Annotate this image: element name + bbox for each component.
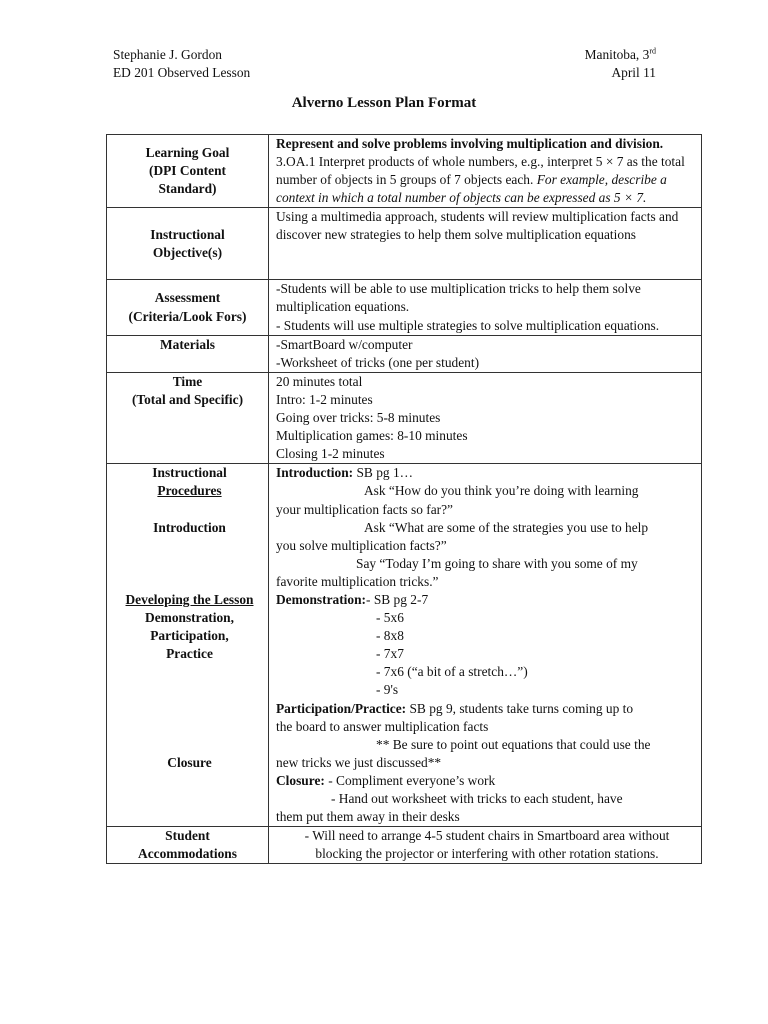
materials-content: -SmartBoard w/computer -Worksheet of tricks (one per student) [269,335,702,372]
lesson-plan-table [106,134,702,864]
table-row-assessment [107,280,702,335]
procedures-content: Introduction: SB pg 1… Ask “How do you think you’re doing with learning your multiplication facts so far?” Ask “What are some of the strategies you use to help you solve multiplication facts?” Say “Today I’m going to share with you some of my favorite multiplication tricks.” Demonstration:- SB pg 2-7 - 5x6 - 8x8 - 7x7 - 7x6 (“a bit of a stretch…”) - 9's Participation/Practice: SB pg 9, students take turns coming up to the board to answer multiplication facts ** Be sure to point out equations that could use the new tricks we just discussed** Closure: - Compliment everyone’s work - Hand out worksheet with tricks to each student, have them put them away in their desks [269,464,702,827]
learning-goal-text: 3.OA.1 Interpret products of whole numbers, e.g., interpret 5 × 7 as the total number of objects in 5 groups of 7 objects each. For example, describe a context in which a total number of objects can be expressed as 5 × 7. [276,154,685,206]
intro-label: Introduction [153,519,226,535]
objective-label: Instructional Objective(s) [107,208,269,280]
table-row-objective [107,208,702,280]
accommodations-content: - Will need to arrange 4-5 student chairs in Smartboard area without blocking the projector or interfering with other rotation stations. [269,827,702,864]
assessment-content: -Students will be able to use multiplication tricks to help them solve multiplication equations. - Students will use multiple strategies to solve multiplication equations. [269,280,702,335]
learning-goal-label: Learning Goal (DPI Content Standard) [107,135,269,208]
time-label: Time (Total and Specific) [107,372,269,463]
developing-label: Developing the Lesson [125,591,254,607]
document-header [113,46,656,82]
table-row-procedures [107,464,702,827]
closure-label: Closure [167,754,212,770]
course-name: ED 201 Observed Lesson [113,65,251,80]
materials-label: Materials [107,335,269,372]
table-row-materials [107,335,702,372]
page-title: Alverno Lesson Plan Format [291,95,477,111]
author-name: Stephanie J. Gordon [113,47,222,62]
objective-content: Using a multimedia approach, students will review multiplication facts and discover new strategies to help them solve multiplication equations [269,208,702,280]
location: Manitoba, 3rd [584,46,656,62]
table-row-accommodations [107,827,702,864]
table-row-time [107,372,702,463]
procedures-label: Instructional Procedures Introduction Developing the Lesson Demonstration, Participation, Practice Closure [107,464,269,827]
learning-goal-heading: Represent and solve problems involving multiplication and division. [276,136,664,151]
accommodations-label: Student Accommodations [107,827,269,864]
lesson-date: April 11 [611,65,656,80]
assessment-label: Assessment (Criteria/Look Fors) [107,280,269,335]
time-content: 20 minutes total Intro: 1-2 minutes Going over tricks: 5-8 minutes Multiplication games: 8-10 minutes Closing 1-2 minutes [269,372,702,463]
learning-goal-content [269,135,702,208]
location-superscript: rd [649,46,656,56]
table-row-learning-goal [107,135,702,208]
